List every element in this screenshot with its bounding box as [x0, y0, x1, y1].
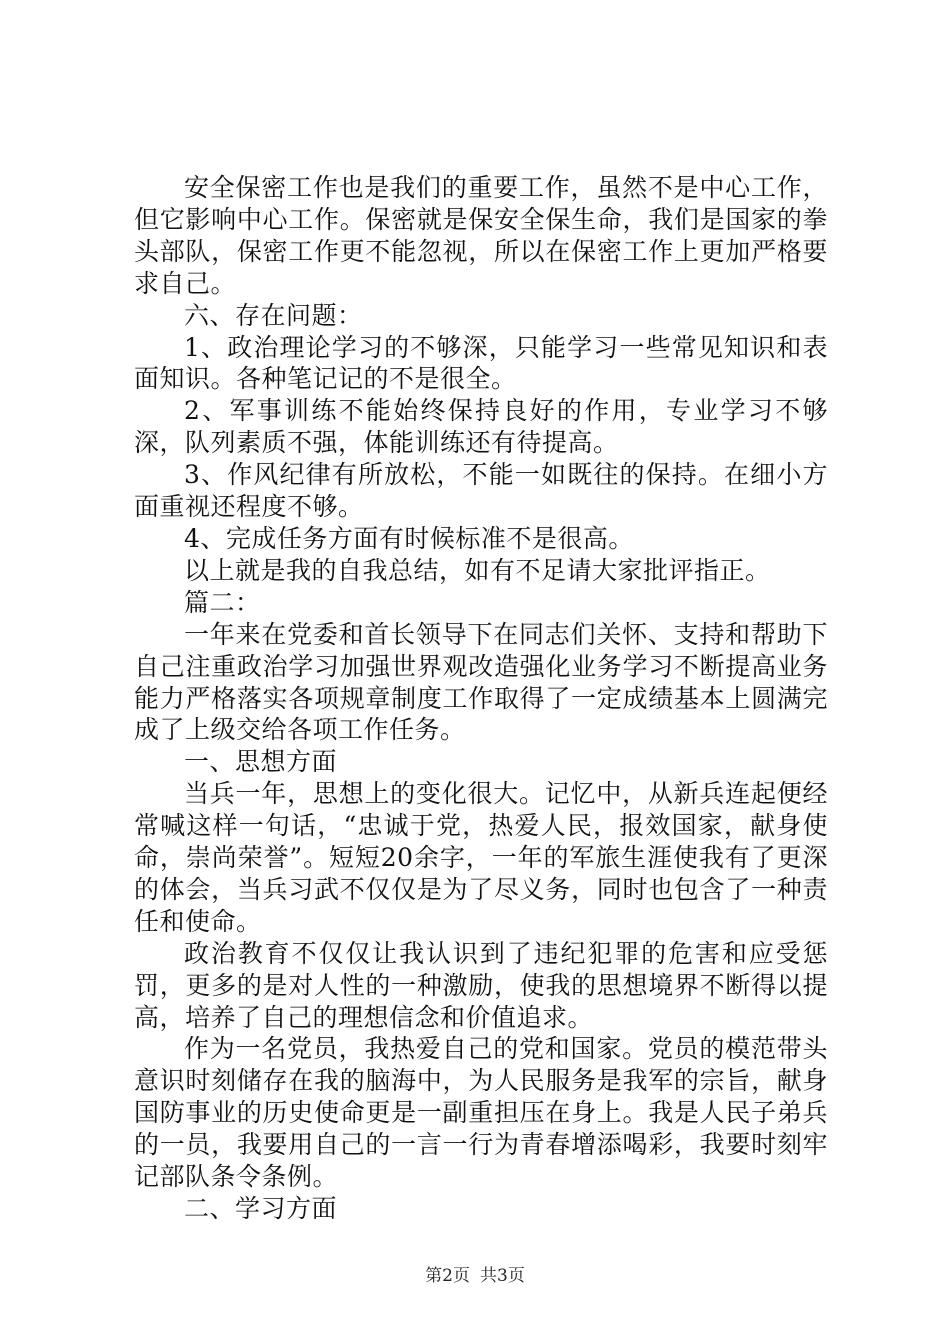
paragraph-thought-2: 政治教育不仅仅让我认识到了违纪犯罪的危害和应受惩罚，更多的是对人性的一种激励，使我的思想境界不断得以提高，培养了自己的理想信念和价值追求。	[134, 938, 828, 1032]
paragraph-problem-2: 2、军事训练不能始终保持良好的作用，专业学习不够深，队列素质不强，体能训练还有待提高。	[134, 396, 828, 458]
page-number: 第2页	[425, 1266, 470, 1286]
page-total: 共3页	[480, 1266, 525, 1286]
paragraph-thought-3: 作为一名党员，我热爱自己的党和国家。党员的模范带头意识时刻储存在我的脑海中，为人民服务是我军的宗旨，献身国防事业的历史使命更是一副重担压在身上。我是人民子弟兵的一员，我要用自己的一言一行为青春增添喝彩，我要时刻牢记部队条令条例。	[134, 1034, 828, 1192]
document-body	[134, 172, 828, 1225]
heading-part-two: 篇二：	[184, 587, 261, 617]
heading-study: 二、学习方面	[184, 1194, 338, 1223]
page-footer	[0, 1265, 950, 1287]
paragraph-problem-4: 4、完成任务方面有时候标准不是很高。	[184, 523, 634, 553]
paragraph-problem-1: 1、政治理论学习的不够深，只能学习一些常见知识和表面知识。各种笔记记的不是很全。	[134, 332, 828, 394]
paragraph-problem-3: 3、作风纪律有所放松，不能一如既往的保持。在细小方面重视还程度不够。	[134, 460, 828, 522]
paragraph-security: 安全保密工作也是我们的重要工作，虽然不是中心工作，但它影响中心工作。保密就是保安全保生命，我们是国家的拳头部队，保密工作更不能忽视，所以在保密工作上更加严格要求自己。	[134, 173, 828, 298]
heading-existing-problems: 六、存在问题：	[184, 300, 363, 330]
paragraph-thought-1: 当兵一年，思想上的变化很大。记忆中，从新兵连起便经常喊这样一句话，“忠诚于党，热爱人民，报效国家，献身使命，崇尚荣誉”。短短20余字，一年的军旅生涯使我有了更深的体会，当兵习武不仅仅是为了尽义务，同时也包含了一种责任和使命。	[134, 779, 828, 936]
paragraph-closing: 以上就是我的自我总结，如有不足请大家批评指正。	[184, 555, 771, 585]
heading-thought: 一、思想方面	[184, 747, 338, 777]
paragraph-intro: 一年来在党委和首长领导下在同志们关怀、支持和帮助下自己注重政治学习加强世界观改造强化业务学习不断提高业务能力严格落实各项规章制度工作取得了一定成绩基本上圆满完成了上级交给各项工作任务。	[134, 619, 828, 745]
